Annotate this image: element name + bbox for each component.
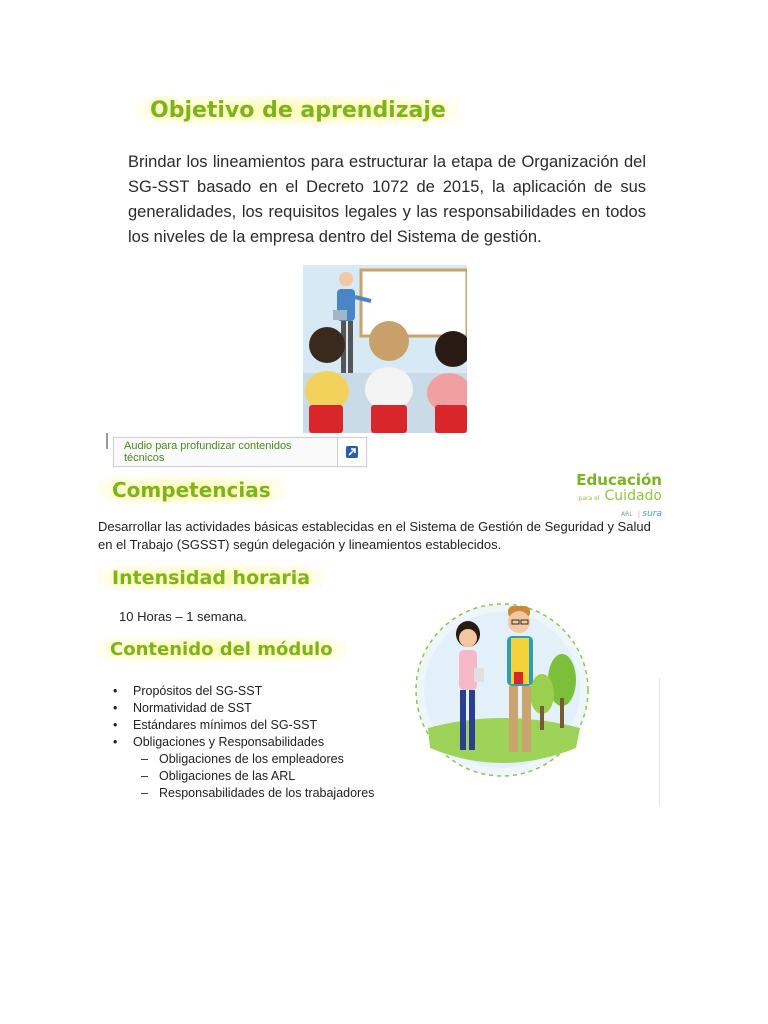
list-subitem: – Responsabilidades de los trabajadores (107, 785, 407, 802)
competencias-heading: Competencias (98, 476, 285, 504)
contenido-heading: Contenido del módulo (96, 637, 347, 662)
list-subitem: – Obligaciones de los empleadores (107, 751, 407, 768)
brand-line3b: sura (642, 509, 662, 519)
audio-label: Audio para profundizar contenidos técnicos (124, 440, 292, 464)
brand-line2a: para el (578, 495, 600, 502)
audio-open-button[interactable] (337, 438, 366, 466)
educacion-cuidado-logo: Educación para el Cuidado ARL | sura (560, 472, 662, 520)
objetivo-heading: Objetivo de aprendizaje (136, 96, 460, 125)
list-item: • Propósitos del SG-SST (107, 683, 407, 700)
brand-line3a: ARL (621, 511, 633, 518)
people-illustration (410, 598, 595, 783)
external-link-icon (345, 445, 359, 459)
intensidad-heading: Intensidad horaria (98, 565, 324, 591)
list-item: • Normatividad de SST (107, 700, 407, 717)
list-subitem: – Obligaciones de las ARL (107, 768, 407, 785)
competencias-text: Desarrollar las actividades básicas establecidas en el Sistema de Gestión de Seguridad y Salud en el Trabajo (SGSST) según delegación y lineamientos establecidos. (98, 519, 651, 552)
brand-line1: Educación (576, 471, 662, 489)
audio-widget[interactable] (113, 437, 367, 467)
left-mark (106, 433, 108, 449)
right-edge-line (659, 678, 660, 806)
intensidad-text: 10 Horas – 1 semana. (119, 609, 247, 624)
contenido-list (107, 683, 407, 802)
list-item: • Estándares mínimos del SG-SST (107, 717, 407, 734)
objetivo-paragraph: Brindar los lineamientos para estructurar la etapa de Organización del SG-SST basado en el Decreto 1072 de 2015, la aplicación de sus generalidades, los requisitos legales y las responsabilidades en todos los niveles de la empresa dentro del Sistema de gestión. (128, 153, 646, 246)
brand-line2b: Cuidado (604, 488, 662, 504)
list-item: • Obligaciones y Responsabilidades (107, 734, 407, 751)
classroom-illustration (303, 265, 467, 433)
